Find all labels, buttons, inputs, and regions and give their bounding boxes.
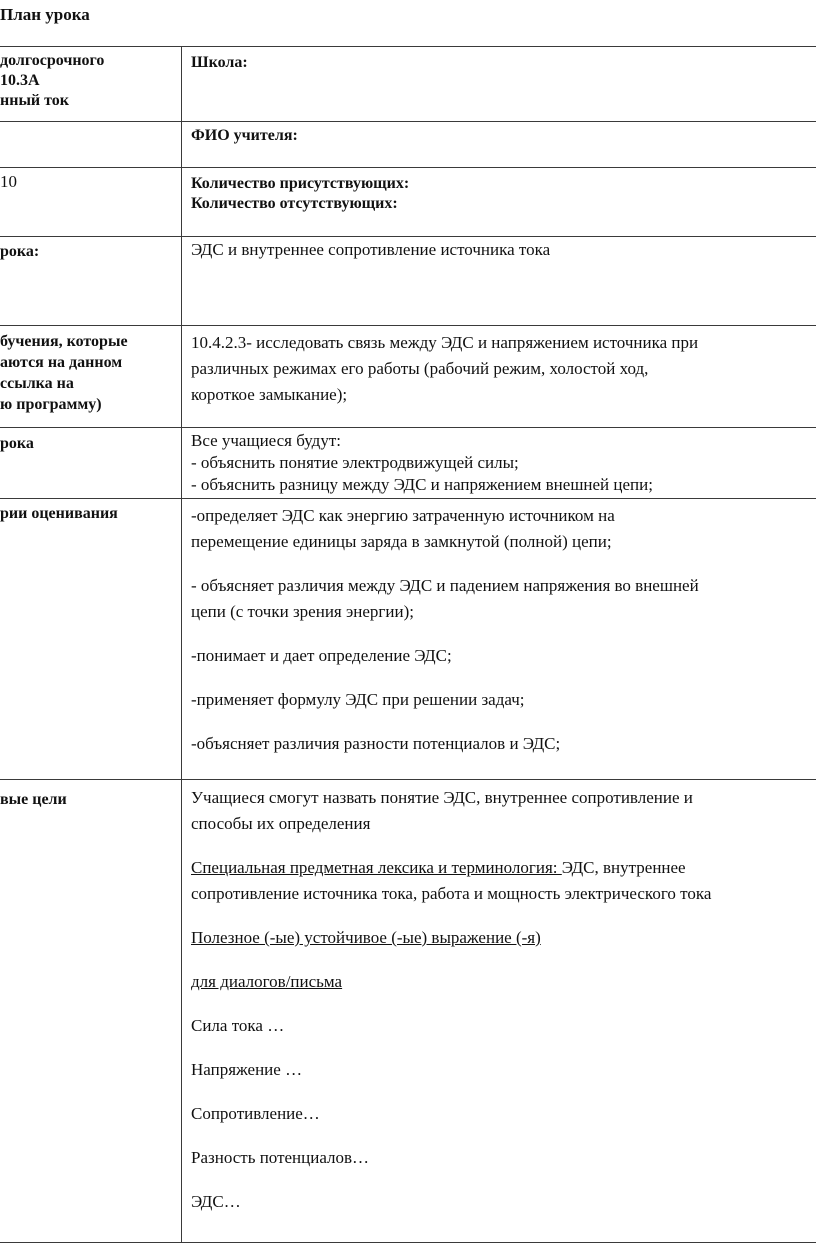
row-divider	[0, 325, 816, 326]
phrase-line: Напряжение …	[191, 1060, 303, 1079]
label-line: долгосрочного	[0, 52, 105, 69]
row-label-lesson-topic	[0, 242, 178, 262]
criterion-line: цепи (с точки зрения энергии);	[191, 602, 414, 621]
row-value-lesson-topic	[191, 239, 816, 260]
criterion-line: -применяет формулу ЭДС при решении задач;	[191, 690, 525, 709]
row-divider	[0, 121, 816, 122]
label-line: рии оценивания	[0, 505, 118, 522]
teacher-label: ФИО учителя:	[191, 127, 298, 144]
present-count-label: Количество присутствующих:	[191, 175, 410, 192]
label-line: рока:	[0, 243, 40, 260]
terminology-line	[191, 855, 816, 881]
dialogue-heading: для диалогов/письма	[191, 972, 343, 991]
row-label-learning-objectives	[0, 331, 178, 415]
useful-expressions-heading: Полезное (-ые) устойчивое (-ые) выражение (-я)	[191, 928, 541, 947]
criterion-line: -объясняет различия разности потенциалов и ЭДС;	[191, 734, 561, 753]
goal-line: - объяснить понятие электродвижущей силы;	[191, 453, 519, 472]
row-divider	[0, 236, 816, 237]
language-goal-line: способы их определения	[191, 814, 371, 833]
row-label-lesson-goals	[0, 434, 178, 454]
phrase-line: Разность потенциалов…	[191, 1148, 370, 1167]
goal-line: - объяснить разницу между ЭДС и напряжением внешней цепи;	[191, 475, 653, 494]
phrase-line: Сопротивление…	[191, 1104, 320, 1123]
row-value-attendance	[191, 174, 816, 214]
phrase-line: Сила тока …	[191, 1016, 285, 1035]
row-label-class	[0, 172, 178, 192]
label-line: ссылка на	[0, 375, 74, 392]
table-border-bottom	[0, 1242, 816, 1243]
label-line: рока	[0, 435, 34, 452]
row-value-lesson-goals	[191, 430, 816, 496]
language-goal-line: сопротивление источника тока, работа и мощность электрического тока	[191, 884, 712, 903]
label-line: вые цели	[0, 791, 67, 808]
row-value-language-goals	[191, 785, 816, 1215]
criterion-line: - объясняет различия между ЭДС и падением напряжения во внешней	[191, 576, 699, 595]
column-divider	[181, 46, 182, 1243]
row-value-school	[191, 53, 816, 73]
criterion-line: перемещение единицы заряда в замкнутой (полной) цепи;	[191, 532, 612, 551]
page-title: План урока	[0, 5, 90, 24]
row-value-learning-objectives	[191, 330, 816, 408]
lesson-topic-text: ЭДС и внутреннее сопротивление источника тока	[191, 240, 551, 259]
terminology-text: ЭДС, внутреннее	[561, 858, 686, 877]
terminology-heading: Специальная предметная лексика и терминология:	[191, 858, 562, 877]
goal-line: Все учащиеся будут:	[191, 431, 341, 450]
row-divider	[0, 779, 816, 780]
criterion-line: -определяет ЭДС как энергию затраченную источником на	[191, 506, 615, 525]
label-line: 10.3А	[0, 72, 40, 89]
row-label-language-goals	[0, 790, 178, 810]
school-label: Школа:	[191, 54, 248, 71]
class-value: 10	[0, 172, 17, 191]
row-divider	[0, 427, 816, 428]
row-divider	[0, 498, 816, 499]
language-goal-line: Учащиеся смогут назвать понятие ЭДС, внутреннее сопротивление и	[191, 788, 693, 807]
row-label-long-term-plan	[0, 51, 178, 111]
label-line: аются на данном	[0, 354, 123, 371]
objective-line: короткое замыкание);	[191, 385, 348, 404]
row-value-assessment-criteria	[191, 503, 816, 757]
criterion-line: -понимает и дает определение ЭДС;	[191, 646, 452, 665]
objective-line: различных режимах его работы (рабочий режим, холостой ход,	[191, 359, 649, 378]
phrase-line: ЭДС…	[191, 1192, 241, 1211]
absent-count-label: Количество отсутствующих:	[191, 195, 398, 212]
objective-line: 10.4.2.3- исследовать связь между ЭДС и напряжением источника при	[191, 333, 699, 352]
table-border-top	[0, 46, 816, 47]
label-line: нный ток	[0, 92, 70, 109]
row-value-teacher	[191, 126, 816, 146]
label-line: ю программу)	[0, 396, 102, 413]
row-divider	[0, 167, 816, 168]
label-line: бучения, которые	[0, 333, 128, 350]
row-label-assessment-criteria	[0, 504, 178, 524]
